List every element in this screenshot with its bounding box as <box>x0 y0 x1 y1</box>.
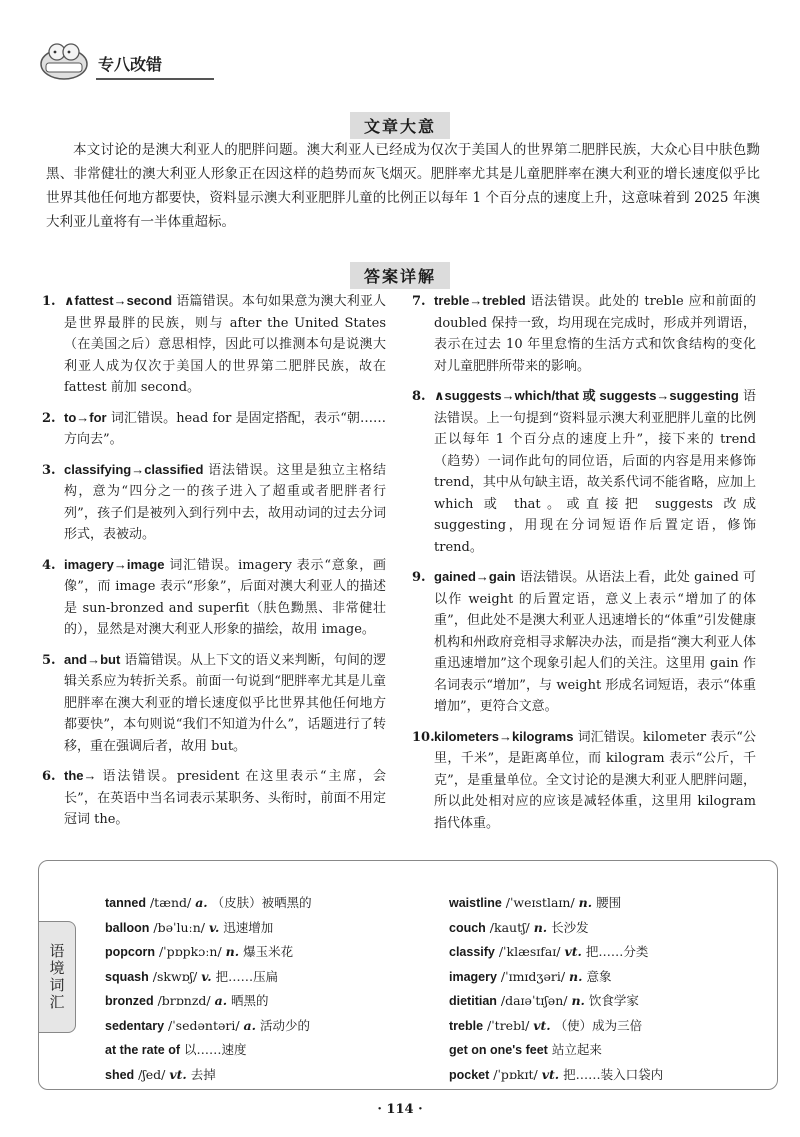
vocab-pos: vt. <box>533 1017 551 1033</box>
vocab-entry <box>449 916 769 941</box>
vocab-word: get on one's feet <box>449 1043 548 1057</box>
answer-number: 9. <box>412 570 426 585</box>
vocabulary-box <box>38 860 778 1090</box>
answer-correction: treble→trebled <box>434 293 526 308</box>
vocab-pos: v. <box>208 919 220 935</box>
book-logo-icon <box>38 38 90 82</box>
summary-title: 文章大意 <box>350 112 450 139</box>
vocab-definition: 以……速度 <box>184 1042 247 1057</box>
answer-explanation: 语篇错误。本句如果意为澳大利亚人是世界最胖的民族，则与 after the United States（在美国之后）意思相悖，因此可以推测本句是说澳大利亚人成为仅次于美国人的世界第二肥胖民族，故在 fattest 前加 second。 <box>64 294 386 395</box>
vocab-pos: n. <box>571 993 585 1008</box>
vocab-word: at the rate of <box>105 1043 181 1057</box>
vocab-pos: v. <box>201 968 212 984</box>
vocab-word: imagery <box>449 969 497 984</box>
vocab-word: dietitian <box>449 994 497 1008</box>
answer-explanation: 语法错误。此处的 treble 应和前面的 doubled 保持一致，均用现在完成时，形成并列谓语，表示在过去 10 年里怠惰的生活方式和饮食结构的变化对儿童肥胖所带来的影响。 <box>434 294 756 374</box>
vocab-entry <box>105 965 425 990</box>
answer-number: 4. <box>42 557 56 573</box>
vocab-entry <box>449 1063 769 1088</box>
vocab-word: popcorn <box>105 945 155 959</box>
vocab-definition: 把……压扁 <box>211 968 279 984</box>
vocab-phonetic: /ˈweɪstlaɪn/ <box>501 895 579 910</box>
vocab-definition: 晒黑的 <box>227 993 269 1008</box>
vocab-word: squash <box>105 969 149 984</box>
answer-number: 3. <box>42 462 56 478</box>
answer-item <box>42 649 386 758</box>
answer-item <box>42 554 386 641</box>
answer-explanation: 语法错误。president 在这里表示“主席，会长”，在英语中当名词表示某职务、头衔时，前面不用定冠词 the。 <box>64 769 386 827</box>
answer-item <box>42 407 386 451</box>
answer-explanation: 词汇错误。head for 是固定搭配，表示“朝……方向去”。 <box>64 410 386 447</box>
vocab-word: waistline <box>449 896 502 910</box>
answer-number: 7. <box>412 294 426 309</box>
vocab-pos: n. <box>578 895 593 910</box>
vocab-entry <box>449 940 769 965</box>
answer-item <box>412 566 756 718</box>
answer-number: 10. <box>412 729 435 745</box>
vocab-definition: 爆玉米花 <box>239 944 294 959</box>
answer-item <box>412 726 756 835</box>
vocab-entry <box>105 916 425 941</box>
vocab-pos: a. <box>195 895 208 910</box>
summary-text: 本文讨论的是澳大利亚人的肥胖问题。澳大利亚人已经成为仅次于美国人的世界第二肥胖民族，大众心目中肤色黝黑、非常健壮的澳大利亚人形象正在因这样的趋势而灰飞烟灭。肥胖率尤其是儿童肥胖率在澳大利亚的增长速度似乎比世界其他任何地方都要快，资料显示澳大利亚肥胖儿童的比例正以每年 1 个百分点的速度上升，这意味着到 2025 年澳大利亚儿童将有一半体重超标。 <box>46 142 760 230</box>
vocab-definition: 意象 <box>582 968 612 984</box>
answer-correction: gained→gain <box>434 569 516 584</box>
vocab-definition: 站立起来 <box>551 1042 602 1057</box>
vocab-entry <box>449 989 769 1014</box>
vocab-definition: 长沙发 <box>547 919 589 935</box>
answer-item <box>412 290 756 377</box>
answer-correction: imagery→image <box>64 556 165 572</box>
vocab-phonetic: /bəˈluːn/ <box>149 919 209 935</box>
answer-explanation: 语篇错误。从上下文的语义来判断，句间的逻辑关系应为转折关系。前面一句说到“肥胖率尤其是儿童肥胖率在澳大利亚的增长速度似乎比世界其他任何地方都要快”，本句则说“我们不知道为什么”，话题进行了转移，重在强调后者，故用 but。 <box>64 652 386 754</box>
answers-left-column <box>42 290 386 839</box>
answer-item <box>42 459 386 546</box>
vocab-phonetic: /tænd/ <box>145 895 196 910</box>
vocab-definition: （皮肤）被晒黑的 <box>207 895 312 910</box>
vocab-definition: 迅速增加 <box>219 919 274 935</box>
vocab-definition: 饮食学家 <box>584 993 639 1008</box>
vocab-word: shed <box>105 1067 135 1082</box>
vocab-entry <box>105 989 425 1014</box>
vocab-pos: vt. <box>541 1066 560 1082</box>
answer-explanation: 语法错误。这里是独立主格结构，意为“四分之一的孩子进入了超重或者肥胖者行列”，孩子们是被列入到行列中去，故用动词的过去分词形式，表被动。 <box>64 462 386 542</box>
answers-right-column <box>412 290 756 842</box>
answer-explanation: 语法错误。上一句提到“资料显示澳大利亚肥胖儿童的比例正以每年 1 个百分点的速度上升”，接下来的 trend（趋势）一词作此句的同位语，后面的内容是用来修饰 trend，其中从句缺主语，故关系代词不能省略，应加上 which 或 that。或直接把 suggests 改成 suggesting，用现在分词短语作后置定语，修饰 trend。 <box>434 389 756 555</box>
vocab-phonetic: /daɪəˈtɪʃən/ <box>496 993 572 1008</box>
answer-correction: the→ <box>64 768 97 783</box>
vocabulary-label: 语境词汇 <box>39 921 76 1033</box>
answer-number: 6. <box>42 769 56 784</box>
vocab-definition: 活动少的 <box>255 1017 310 1033</box>
vocab-pos: vt. <box>169 1066 187 1082</box>
vocabulary-right-column <box>449 891 769 1087</box>
vocab-entry <box>449 965 769 990</box>
vocab-entry <box>105 1063 425 1088</box>
vocab-pos: n. <box>533 919 548 935</box>
answer-explanation: 语法错误。从语法上看，此处 gained 可以作 weight 的后置定语，意义上表示“增加了的体重”，但此处不是澳大利亚人迅速增长的“体重”引发健康机构和州政府竞相寻求解决办法，而是指“澳大利亚人体重迅速增加”这个现象引起人们的关注。这里用 gain 作名词表示“增加”，与 weight 形成名词短语，表示“体重增加”，更符合文意。 <box>434 570 756 714</box>
page-number: · 114 · <box>377 1102 423 1117</box>
vocab-phonetic: /skwɒʃ/ <box>148 968 202 984</box>
vocab-entry <box>105 940 425 965</box>
answer-number: 5. <box>42 652 56 668</box>
vocab-phonetic: /ˈpɒpkɔːn/ <box>155 944 226 959</box>
vocab-definition: 腰围 <box>592 895 622 910</box>
answer-explanation: 词汇错误。kilometer 表示“公里，千米”，是距离单位，而 kilogram 表示“公斤，千克”，是重量单位。全文讨论的是澳大利亚人肥胖问题，所以此处相对应的应该是减轻体重，这里用 kilogram 指代体重。 <box>434 729 756 831</box>
vocab-word: balloon <box>105 920 150 935</box>
answer-number: 1. <box>42 294 56 309</box>
vocab-definition: （使）成为三倍 <box>550 1017 643 1033</box>
vocab-definition: 去掉 <box>186 1066 216 1082</box>
vocab-entry <box>105 891 425 916</box>
vocab-entry <box>105 1038 425 1063</box>
header-divider <box>96 78 214 80</box>
answer-number: 8. <box>412 389 426 404</box>
vocab-phonetic: /ˈtrebl/ <box>483 1017 534 1033</box>
answer-correction: ∧fattest→second <box>64 293 173 308</box>
answer-correction: ∧suggests→which/that 或 suggests→suggesting <box>434 388 739 403</box>
vocab-phonetic: /ˈpɒkɪt/ <box>489 1066 542 1082</box>
vocab-entry <box>105 1014 425 1039</box>
vocabulary-left-column <box>105 891 425 1087</box>
vocab-word: pocket <box>449 1067 490 1082</box>
vocab-phonetic: /brɒnzd/ <box>153 993 215 1008</box>
answers-section-title <box>0 262 800 289</box>
vocab-phonetic: /ˈklæsɪfaɪ/ <box>494 944 565 959</box>
vocab-pos: n. <box>225 944 240 959</box>
vocab-phonetic: /ʃed/ <box>134 1066 170 1082</box>
vocab-word: sedentary <box>105 1018 165 1033</box>
answer-item <box>42 765 386 831</box>
vocab-pos: a. <box>243 1017 256 1033</box>
answer-number: 2. <box>42 410 56 426</box>
vocab-entry <box>449 891 769 916</box>
vocab-phonetic: /ˈɪmɪdʒəri/ <box>496 968 570 984</box>
vocab-phonetic: /kautʃ/ <box>485 919 534 935</box>
vocab-word: tanned <box>105 896 146 910</box>
vocab-pos: a. <box>214 993 228 1008</box>
vocab-definition: 把……装入口袋内 <box>559 1066 664 1082</box>
vocab-word: couch <box>449 920 486 935</box>
vocab-pos: vt. <box>564 944 582 959</box>
summary-section-title <box>0 112 800 139</box>
vocab-entry <box>449 1014 769 1039</box>
vocab-phonetic: /ˈsedəntəri/ <box>164 1017 244 1033</box>
answer-correction: kilometers→kilograms <box>434 728 574 744</box>
vocab-pos: n. <box>569 968 583 984</box>
header-title: 专八改错 <box>98 55 163 74</box>
vocab-word: classify <box>449 945 495 959</box>
answer-correction: and→but <box>64 651 121 667</box>
vocab-word: treble <box>449 1018 484 1033</box>
page-header <box>38 38 768 88</box>
answer-explanation: 词汇错误。imagery 表示“意象，画像”，而 image 表示“形象”，后面对澳大利亚人的描述是 sun-bronzed and superfit（肤色黝黑、非常健壮的），显然是对澳大利亚人形象的描绘，故用 image。 <box>64 557 386 637</box>
answer-item <box>412 385 756 558</box>
answer-correction: to→for <box>64 409 107 425</box>
vocab-word: bronzed <box>105 994 154 1008</box>
answers-title: 答案详解 <box>350 262 450 289</box>
answer-correction: classifying→classified <box>64 461 204 477</box>
answer-item <box>42 290 386 399</box>
vocab-entry <box>449 1038 769 1063</box>
vocab-definition: 把……分类 <box>581 944 649 959</box>
